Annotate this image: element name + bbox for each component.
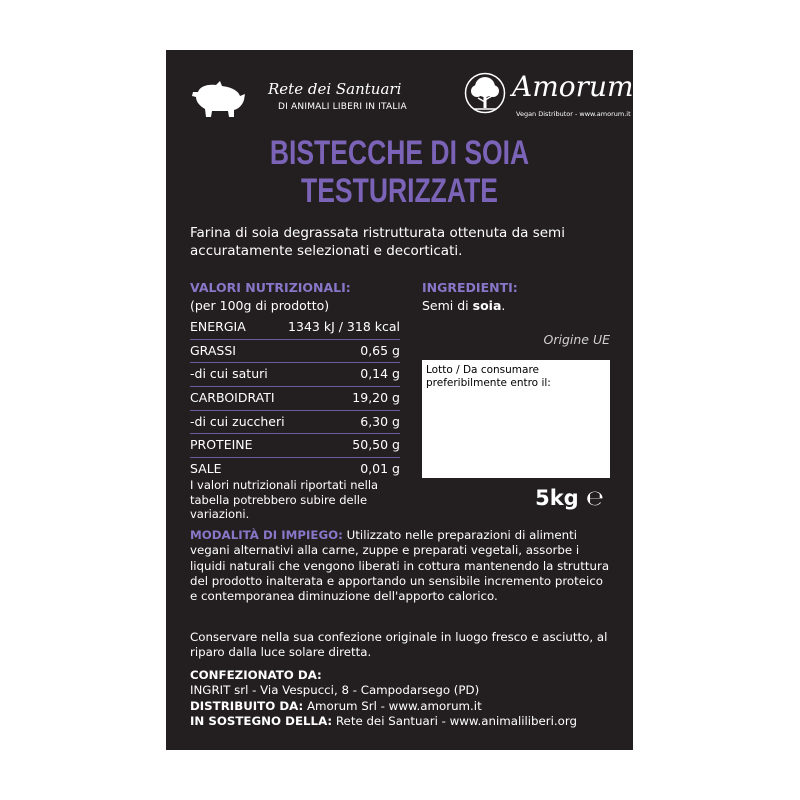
title-line-2: TESTURIZZATE — [301, 172, 498, 210]
ingredients-prefix: Semi di — [422, 298, 473, 313]
nutrition-value: 6,30 g — [360, 413, 400, 429]
ingredients-title: INGREDIENTI: — [422, 280, 518, 295]
nutrition-row-sugars — [190, 411, 400, 435]
nutrition-label: ENERGIA — [190, 319, 246, 334]
product-title — [217, 134, 581, 210]
rete-santuari-logo — [190, 74, 407, 122]
nutrition-title: VALORI NUTRIZIONALI: — [190, 280, 351, 295]
amorum-name: Amorum — [512, 70, 634, 103]
nutrition-label: SALE — [190, 461, 222, 477]
lotto-label: Lotto / Da consumare preferibilmente entro il: — [426, 364, 551, 389]
ingredients-text — [422, 298, 505, 313]
nutrition-table — [190, 316, 400, 481]
nutrition-value: 19,20 g — [352, 390, 400, 406]
nutrition-label: GRASSI — [190, 342, 236, 358]
producer-info — [190, 668, 620, 729]
nutrition-row-saturated — [190, 363, 400, 387]
nutrition-value: 1343 kJ / 318 kcal — [288, 319, 400, 334]
nutrition-label: -di cui saturi — [190, 366, 268, 382]
tree-icon — [464, 72, 506, 114]
usage-instructions — [190, 528, 614, 604]
product-label — [166, 50, 633, 750]
title-line-1: BISTECCHE DI SOIA — [269, 134, 530, 172]
usage-text: Utilizzato nelle preparazioni di alimenti vegani alternativi alla carne, zuppe e preparati vegetali, assorbe i liquidi naturali che vengono liberati in cottura mantenendo la struttura del prodotto inalterata e apportando un sensibile incremento proteico e contemporanea diminuzione dell'apporto calorico. — [190, 528, 610, 604]
nutrition-row-protein — [190, 434, 400, 458]
lotto-box — [422, 360, 610, 478]
rete-subtitle: DI ANIMALI LIBERI IN ITALIA — [278, 102, 407, 112]
weight-value: 5kg — [535, 486, 579, 510]
estimated-sign-icon: ℮ — [586, 486, 604, 510]
nutrition-value: 0,01 g — [360, 461, 400, 477]
ingredients-highlight: soia — [472, 298, 502, 313]
support-line — [190, 714, 620, 729]
amorum-logo — [464, 70, 634, 122]
nutrition-row-fat — [190, 340, 400, 364]
amorum-subtitle: Vegan Distributor - www.amorum.it — [516, 110, 631, 118]
distributed-line — [190, 699, 620, 714]
nutrition-label: PROTEINE — [190, 437, 253, 453]
usage-label: MODALITÀ DI IMPIEGO: — [190, 528, 343, 542]
pig-icon — [190, 78, 248, 118]
product-description: Farina di soia degrassata ristrutturata ottenuta da semi accuratamente selezionati e decorticati. — [190, 225, 565, 259]
distributed-text: Amorum Srl - www.amorum.it — [303, 698, 482, 713]
nutrition-value: 0,14 g — [360, 366, 400, 382]
net-weight — [422, 486, 604, 510]
packed-text: INGRIT srl - Via Vespucci, 8 - Campodarsego (PD) — [190, 683, 480, 698]
support-label: IN SOSTEGNO DELLA: — [190, 713, 333, 728]
rete-title: Rete dei Santuari — [268, 80, 402, 98]
origin-text: Origine UE — [543, 332, 610, 347]
distributed-label: DISTRIBUITO DA: — [190, 698, 304, 713]
support-text: Rete dei Santuari - www.animaliliberi.org — [332, 713, 578, 728]
nutrition-per: (per 100g di prodotto) — [190, 298, 330, 313]
packed-label: CONFEZIONATO DA: — [190, 668, 322, 682]
nutrition-row-carbs — [190, 387, 400, 411]
nutrition-row-energy — [190, 316, 400, 340]
nutrition-note: I valori nutrizionali riportati nella tabella potrebbero subire delle variazioni. — [190, 478, 379, 521]
storage-instructions: Conservare nella sua confezione originale in luogo fresco e asciutto, al riparo dalla luce solare diretta. — [190, 630, 608, 660]
nutrition-value: 50,50 g — [352, 437, 400, 453]
nutrition-label: CARBOIDRATI — [190, 390, 275, 406]
ingredients-suffix: . — [501, 298, 506, 313]
nutrition-label: -di cui zuccheri — [190, 413, 285, 429]
nutrition-value: 0,65 g — [360, 342, 400, 358]
